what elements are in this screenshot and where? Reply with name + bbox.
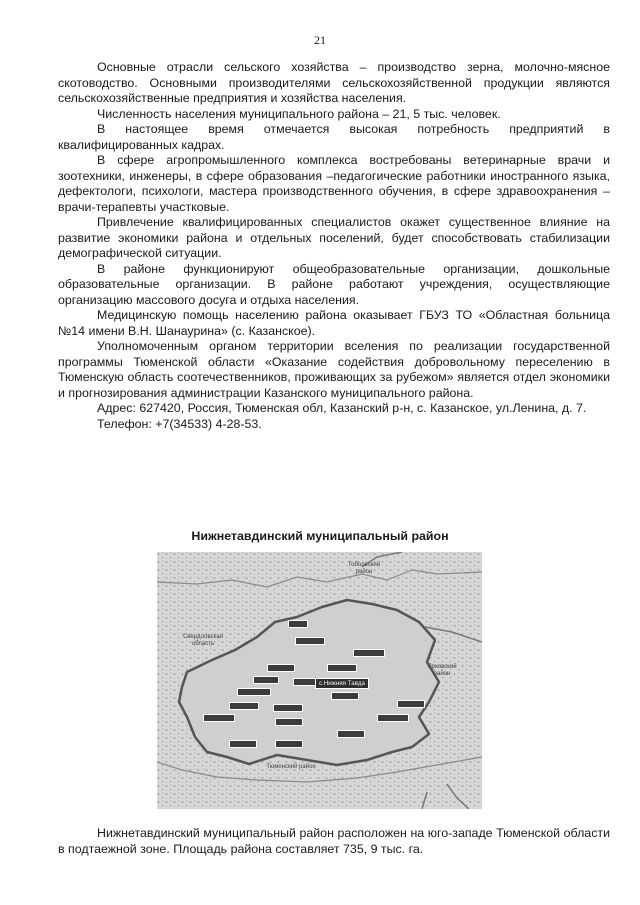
paragraph-district-location: Нижнетавдинский муниципальный район расположен на юго-западе Тюменской области в подтаежной зоне. Площадь района составляет 735, 9 тыс. га.: [58, 826, 610, 856]
village-marker: [331, 692, 359, 700]
paragraph-population: Численность населения муниципального района – 21, 5 тыс. человек.: [97, 106, 501, 121]
village-marker: [275, 718, 303, 726]
village-marker: [237, 688, 271, 696]
paragraph-authority: Уполномоченным органом территории вселения по реализации государственной программы Тюменской области «Оказание содействия добровольному переселению в Тюменскую область соотечественников, проживающих за рубежом» является отдел экономики и прогнозирования администрации Казанского муниципального района.: [58, 339, 610, 400]
district-map: [157, 552, 482, 809]
village-marker: [377, 714, 409, 722]
village-marker: [353, 649, 385, 657]
paragraph-address: Адрес: 627420, Россия, Тюменская обл, Казанский р-н, с. Казанское, ул.Ленина, д. 7.: [97, 401, 587, 415]
paragraph-phone: Телефон: +7(34533) 4-28-53.: [97, 416, 262, 431]
village-marker: [253, 676, 279, 684]
paragraph-agriculture: Основные отрасли сельского хозяйства – производство зерна, молочно-мясное скотоводство. Основными производителями сельскохозяйственной продукции являются сельскохозяйственные предприятия и хозяйства населения.: [58, 60, 610, 105]
label-sverdlovsk-region: Свердловская область: [183, 634, 223, 647]
village-marker: [288, 620, 308, 628]
district-center-marker: с.Нижняя Тавда: [315, 678, 369, 689]
closing-text: [58, 826, 610, 857]
label-tobolsk-district: Тобольский район: [347, 562, 381, 575]
village-marker: [229, 740, 257, 748]
village-marker: [295, 637, 325, 645]
section-title: Нижнетавдинский муниципальный район: [191, 529, 449, 543]
page-number: 21: [314, 33, 326, 47]
village-marker: [267, 664, 295, 672]
body-text: [58, 60, 610, 432]
paragraph-medical: Медицинскую помощь населению района оказывает ГБУЗ ТО «Областная больница №14 имени В.Н. Шанаурина» (с. Казанское).: [58, 308, 610, 338]
paragraph-specialists: Привлечение квалифицированных специалистов окажет существенное влияние на развитие экономики района и отдельных поселений, будет способствовать стабилизации демографической ситуации.: [58, 215, 610, 260]
label-yarkovo-district: Ярковский район: [427, 664, 457, 677]
village-marker: [273, 704, 303, 712]
label-tyumen-district: Тюменский район: [266, 764, 316, 770]
village-marker: [203, 714, 235, 722]
paragraph-organizations: В районе функционируют общеобразовательные организации, дошкольные образовательные организации. В районе работают учреждения, осуществляющие организацию массового досуга и отдыха населения.: [58, 261, 610, 307]
paragraph-professions: В сфере агропромышленного комплекса востребованы ветеринарные врачи и зоотехники, инженеры, в сфере образования –педагогические работники иностранного языка, дефектологи, психологи, мастера производственного обучения, в сфере здравоохранения – врачи-терапевты участковые.: [58, 153, 610, 214]
village-marker: [397, 700, 425, 708]
village-marker: [337, 730, 365, 738]
paragraph-staff-demand: В настоящее время отмечается высокая потребность предприятий в квалифицированных кадрах.: [58, 122, 610, 152]
village-marker: [229, 702, 259, 710]
village-marker: [275, 740, 303, 748]
village-marker: [327, 664, 357, 672]
